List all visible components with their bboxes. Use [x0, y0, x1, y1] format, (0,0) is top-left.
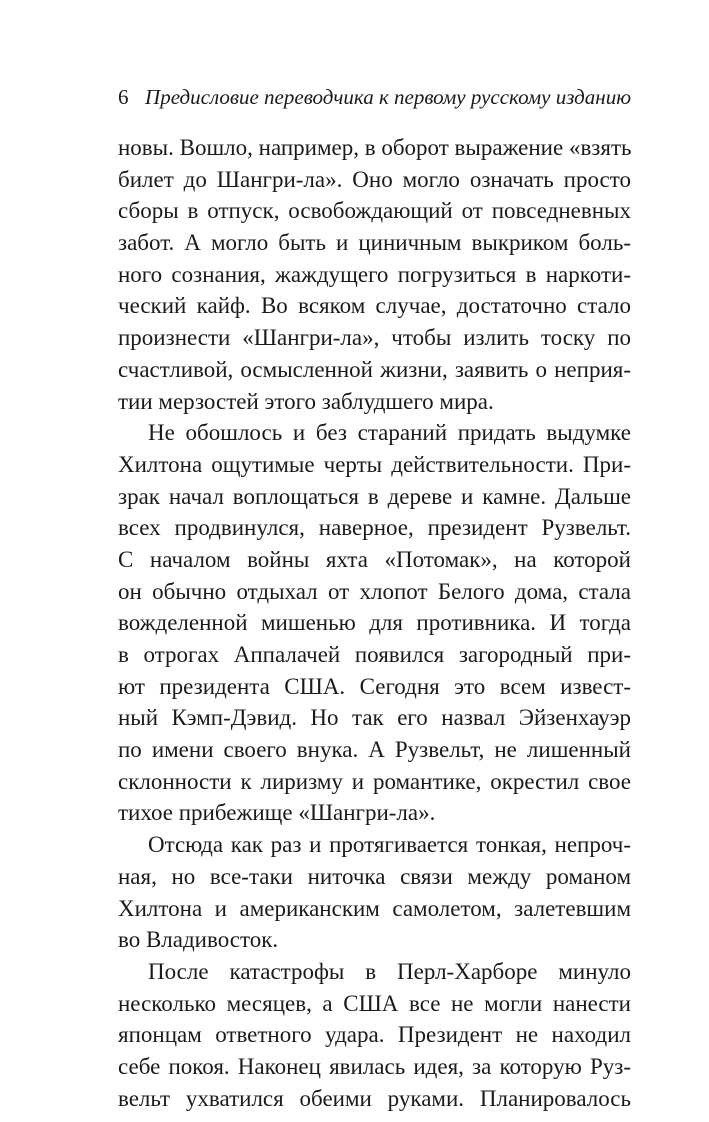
text-line: по имени своего внука. А Рузвельт, не лишенный	[118, 737, 631, 763]
text-line: новы. Вошло, например, в оборот выражение «взять	[118, 135, 632, 160]
paragraph	[118, 417, 631, 829]
text-line: ного сознания, жаждущего погрузиться в наркоти-	[118, 261, 631, 287]
text-line: счастливой, осмысленной жизни, заявить о неприя-	[118, 356, 631, 382]
text-line: Отсюда как раз и протягивается тонкая, непроч-	[148, 832, 631, 858]
text-line: склонности к лиризму и романтике, окрестил свое	[118, 768, 631, 794]
running-head	[118, 84, 631, 110]
text-line: произнести «Шангри-ла», чтобы излить тоску по	[118, 325, 631, 351]
text-line: всех продвинулся, наверное, президент Рузвельт.	[118, 515, 631, 541]
text-line: забот. А могло быть и циничным выкриком боль-	[118, 230, 631, 256]
text-line: После катастрофы в Перл-Харборе минуло	[148, 958, 631, 984]
text-line: в отрогах Аппалачей появился загородный при-	[118, 642, 631, 667]
text-line: зрак начал воплощаться в дереве и камне. Дальше	[118, 483, 631, 509]
text-line: тихое прибежище «Шангри-ла».	[118, 800, 436, 826]
text-line: во Владивосток.	[118, 927, 279, 953]
text-line: себе покоя. Наконец явилась идея, за которую Руз-	[118, 1053, 631, 1079]
text-line: сборы в отпуск, освобождающий от повседневных	[118, 198, 631, 224]
page-number: 6	[118, 85, 129, 109]
text-line: Не обошлось и без стараний придать выдумке	[148, 420, 631, 446]
paragraph	[118, 956, 631, 1114]
text-line: билет до Шангри-ла». Оно могло означать просто	[118, 166, 631, 192]
text-line: тии мерзостей этого заблудшего мира.	[118, 388, 494, 414]
text-line: ный Кэмп-Дэвид. Но так его назвал Эйзенхауэр	[118, 705, 631, 731]
text-line: он обычно отдыхал от хлопот Белого дома, стала	[118, 578, 631, 604]
text-line: С началом войны яхта «Потомак», на которой	[118, 546, 631, 572]
text-line: Хилтона и американским самолетом, залетевшим	[118, 895, 631, 921]
body-text	[118, 132, 631, 1114]
text-line: ют президента США. Сегодня это всем извест-	[118, 673, 631, 699]
text-line: несколько месяцев, а США все не могли нанести	[118, 990, 631, 1016]
paragraph	[118, 829, 631, 956]
text-line: вожделенной мишенью для противника. И тогда	[118, 610, 631, 636]
running-title: Предисловие переводчика к первому русскому изданию	[145, 85, 631, 109]
text-line: Хилтона ощутимые черты действительности. При-	[118, 451, 631, 477]
text-line: японцам ответного удара. Президент не находил	[118, 1022, 631, 1048]
text-line: ческий кайф. Во всяком случае, достаточно стало	[118, 293, 631, 319]
text-line: ная, но все-таки ниточка связи между романом	[118, 863, 631, 889]
text-line: вельт ухватился обеими руками. Планировалось	[118, 1085, 631, 1111]
paragraph	[118, 132, 631, 417]
